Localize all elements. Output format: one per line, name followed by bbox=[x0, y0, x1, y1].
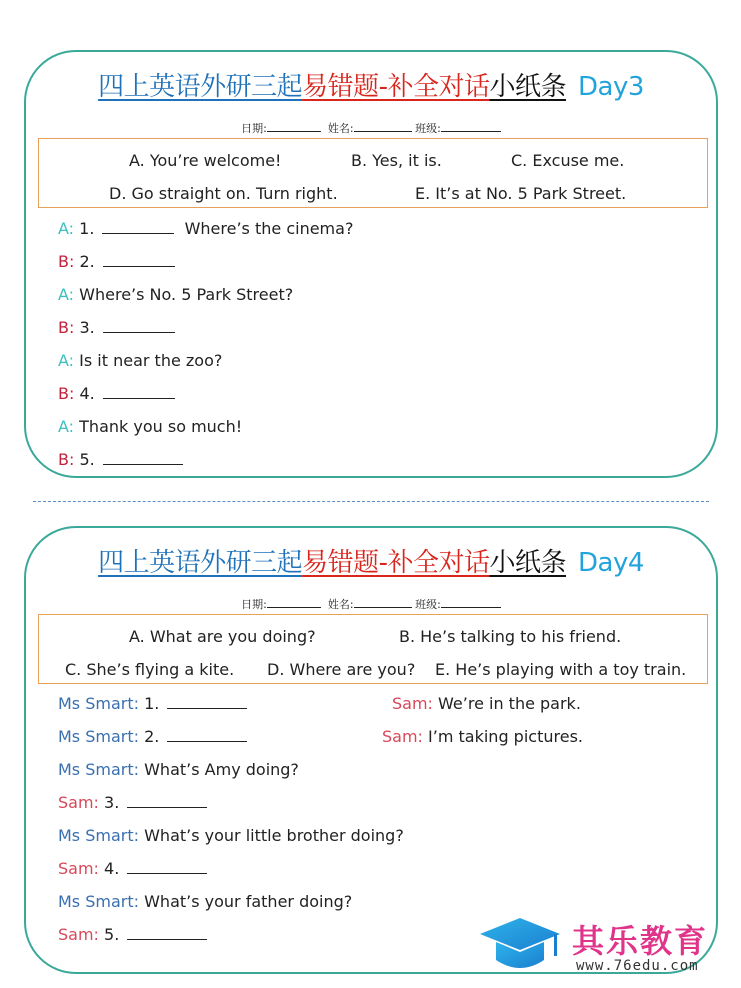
worksheet-day3 bbox=[24, 50, 718, 478]
sheet-title: 四上英语外研三起易错题-补全对话小纸条 Day4 bbox=[98, 548, 644, 578]
option-a: A. You’re welcome! bbox=[129, 151, 282, 170]
option-e: E. He’s playing with a toy train. bbox=[435, 660, 687, 679]
option-c: C. Excuse me. bbox=[511, 151, 625, 170]
date-blank[interactable] bbox=[267, 131, 321, 132]
dialogue-line: B: 5. bbox=[58, 450, 183, 469]
dialogue-line: B: 3. bbox=[58, 318, 175, 337]
dialogue-line: B: 2. bbox=[58, 252, 175, 271]
options-box bbox=[38, 138, 708, 208]
option-e: E. It’s at No. 5 Park Street. bbox=[415, 184, 627, 203]
dialogue-line: Ms Smart: What’s your father doing? bbox=[58, 892, 353, 911]
answer-blank-2[interactable] bbox=[103, 252, 175, 267]
class-blank[interactable] bbox=[441, 131, 501, 132]
name-blank[interactable] bbox=[354, 131, 412, 132]
answer-blank-4[interactable] bbox=[127, 859, 207, 874]
dialogue-line: Sam: 4. bbox=[58, 859, 207, 878]
dialogue-line: Sam: 5. bbox=[58, 925, 207, 944]
student-info: 日期: 姓名: 班级: bbox=[26, 120, 716, 136]
dialogue-line: B: 4. bbox=[58, 384, 175, 403]
answer-blank-1[interactable] bbox=[167, 694, 247, 709]
day-label: Day4 bbox=[578, 548, 644, 578]
dialogue-line: Ms Smart: 2. bbox=[58, 727, 247, 746]
option-a: A. What are you doing? bbox=[129, 627, 316, 646]
sheet-title: 四上英语外研三起易错题-补全对话小纸条 Day3 bbox=[98, 72, 644, 102]
student-info: 日期: 姓名: 班级: bbox=[26, 596, 716, 612]
worksheet-day4 bbox=[24, 526, 718, 974]
logo-name: 其乐教育 bbox=[572, 922, 709, 960]
day-label: Day3 bbox=[578, 72, 644, 102]
class-blank[interactable] bbox=[441, 607, 501, 608]
dialogue-line: A: 1. Where’s the cinema? bbox=[58, 219, 354, 238]
answer-blank-3[interactable] bbox=[103, 318, 175, 333]
dialogue-line: A: Is it near the zoo? bbox=[58, 351, 223, 370]
option-d: D. Go straight on. Turn right. bbox=[109, 184, 338, 203]
cut-line bbox=[33, 501, 709, 502]
answer-blank-3[interactable] bbox=[127, 793, 207, 808]
dialogue-line: Ms Smart: What’s Amy doing? bbox=[58, 760, 299, 779]
dialogue-line: Ms Smart: What’s your little brother doing? bbox=[58, 826, 404, 845]
dialogue-line: Ms Smart: 1. bbox=[58, 694, 247, 713]
option-c: C. She’s flying a kite. bbox=[65, 660, 235, 679]
answer-blank-2[interactable] bbox=[167, 727, 247, 742]
answer-blank-5[interactable] bbox=[127, 925, 207, 940]
dialogue-line: A: Thank you so much! bbox=[58, 417, 243, 436]
dialogue-line: Sam: We’re in the park. bbox=[392, 694, 581, 713]
option-d: D. Where are you? bbox=[267, 660, 416, 679]
dialogue-line: Sam: I’m taking pictures. bbox=[382, 727, 583, 746]
answer-blank-5[interactable] bbox=[103, 450, 183, 465]
answer-blank-1[interactable] bbox=[102, 219, 174, 234]
options-box bbox=[38, 614, 708, 684]
dialogue-line: Sam: 3. bbox=[58, 793, 207, 812]
option-b: B. He’s talking to his friend. bbox=[399, 627, 622, 646]
dialogue-line: A: Where’s No. 5 Park Street? bbox=[58, 285, 294, 304]
brand-logo bbox=[478, 914, 740, 984]
name-blank[interactable] bbox=[354, 607, 412, 608]
logo-url: www.76edu.com bbox=[576, 958, 699, 974]
answer-blank-4[interactable] bbox=[103, 384, 175, 399]
option-b: B. Yes, it is. bbox=[351, 151, 442, 170]
date-blank[interactable] bbox=[267, 607, 321, 608]
